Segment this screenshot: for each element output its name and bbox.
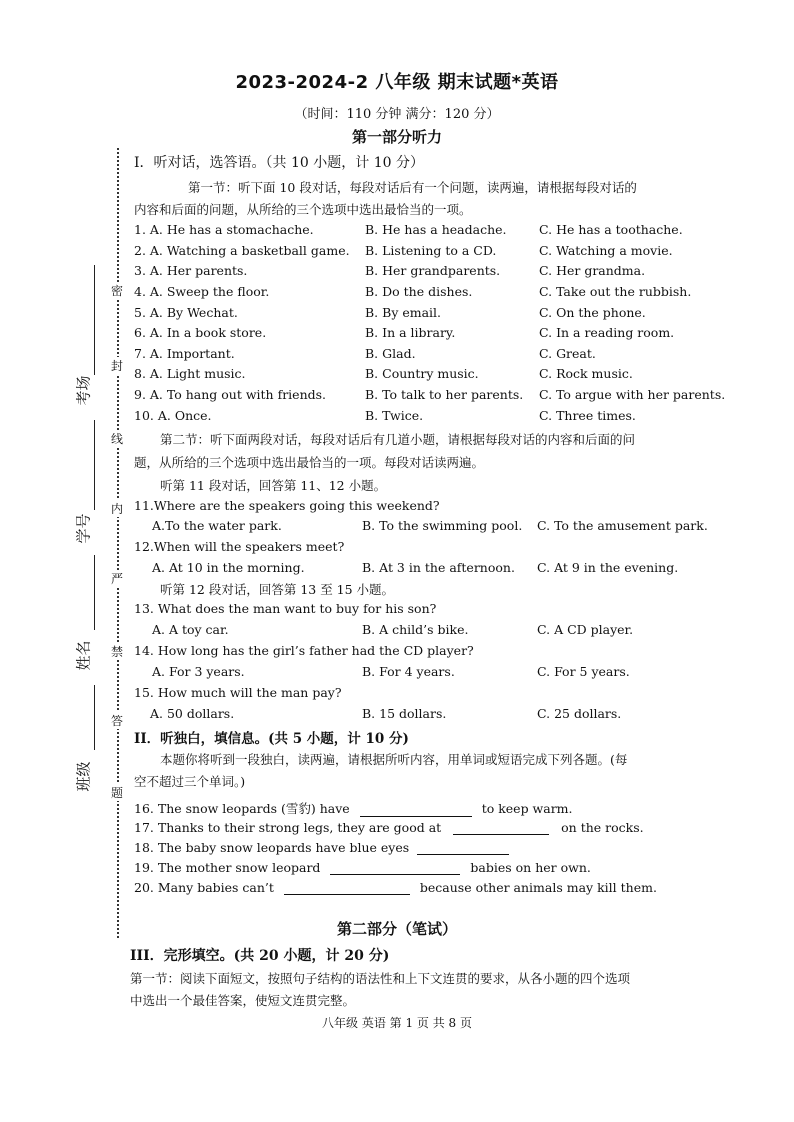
question-option-c: C. Watching a movie. <box>539 243 673 258</box>
question-option-a: 5. A. By Wechat. <box>134 305 238 320</box>
exam-title: 2023-2024-2 八年级 期末试题*英语 <box>235 72 559 93</box>
answer-blank[interactable] <box>284 881 410 895</box>
question-stem: 13. What does the man want to buy for his son? <box>134 601 437 616</box>
student-id-line <box>94 420 95 510</box>
question-option-a: A. 50 dollars. <box>150 706 235 721</box>
exam-room-line <box>94 265 95 375</box>
question-option-b: B. 15 dollars. <box>362 706 447 721</box>
question-option-a: 1. A. He has a stomachache. <box>134 222 314 237</box>
section1-instruction: 题，从所给的三个选项中选出最恰当的一项。每段对话读两遍。 <box>134 455 485 470</box>
dialogue-intro: 听第 11 段对话，回答第 11、12 小题。 <box>160 478 387 493</box>
fill-in-suffix: because other animals may kill them. <box>419 880 657 895</box>
page-footer: 八年级 英语 第 1 页 共 8 页 <box>322 1016 472 1030</box>
question-option-c: C. He has a toothache. <box>539 222 683 237</box>
seal-char: 严 <box>104 570 130 587</box>
fill-in-suffix: on the rocks. <box>561 820 644 835</box>
section2-instruction: 本题你将听到一段独白，读两遍，请根据所听内容，用单词或短语完成下列各题。(每 <box>160 752 628 767</box>
seal-char: 题 <box>104 784 130 801</box>
question-option-b: B. Twice. <box>365 408 424 423</box>
section1-instruction: 内容和后面的问题，从所给的三个选项中选出最恰当的一项。 <box>134 202 472 217</box>
class-label: 班级 <box>74 761 93 792</box>
question-option-b: B. To the swimming pool. <box>362 518 523 533</box>
question-option-b: B. Glad. <box>365 346 416 361</box>
seal-char: 内 <box>104 500 130 517</box>
question-option-b: B. Do the dishes. <box>365 284 473 299</box>
question-stem: 15. How much will the man pay? <box>134 685 342 700</box>
name-line <box>94 555 95 630</box>
fill-in-prefix: 20. Many babies can’t <box>134 880 274 895</box>
question-option-a: 4. A. Sweep the floor. <box>134 284 270 299</box>
answer-blank[interactable] <box>360 803 472 817</box>
question-option-a: A.To the water park. <box>152 518 282 533</box>
question-option-b: B. To talk to her parents. <box>365 387 524 402</box>
section3-instruction: 第一节：阅读下面短文，按照句子结构的语法性和上下文连贯的要求，从各小题的四个选项 <box>130 971 631 986</box>
question-option-a: 7. A. Important. <box>134 346 235 361</box>
question-option-b: B. At 3 in the afternoon. <box>362 560 515 575</box>
question-option-a: 2. A. Watching a basketball game. <box>134 243 350 258</box>
fill-in-item <box>134 860 591 875</box>
question-option-c: C. In a reading room. <box>539 325 675 340</box>
question-option-c: C. Take out the rubbish. <box>539 284 692 299</box>
question-stem: 12.When will the speakers meet? <box>134 539 345 554</box>
question-option-b: B. He has a headache. <box>365 222 507 237</box>
class-line <box>94 685 95 750</box>
question-option-b: B. Country music. <box>365 366 479 381</box>
seal-char: 答 <box>104 712 130 729</box>
question-option-c: C. Great. <box>539 346 596 361</box>
fill-in-prefix: 16. The snow leopards (雪豹) have <box>134 801 350 816</box>
section1-instruction: 第二节：听下面两段对话，每段对话后有几道小题，请根据每段对话的内容和后面的问 <box>160 432 636 447</box>
section3-heading: III．完形填空。(共 20 小题，计 20 分) <box>130 948 390 964</box>
fill-in-prefix: 17. Thanks to their strong legs, they are good at <box>134 820 442 835</box>
question-option-b: B. For 4 years. <box>362 664 455 679</box>
fill-in-suffix: to keep warm. <box>481 801 573 816</box>
question-option-c: C. To the amusement park. <box>537 518 708 533</box>
seal-char: 密 <box>104 282 130 299</box>
question-option-a: 9. A. To hang out with friends. <box>134 387 327 402</box>
seal-char: 封 <box>104 357 130 374</box>
question-option-a: 3. A. Her parents. <box>134 263 248 278</box>
question-option-a: A. For 3 years. <box>152 664 245 679</box>
question-option-a: 6. A. In a book store. <box>134 325 267 340</box>
question-option-b: B. A child’s bike. <box>362 622 469 637</box>
fill-in-item <box>134 840 513 855</box>
question-option-b: B. Her grandparents. <box>365 263 501 278</box>
section2-instruction: 空不超过三个单词。) <box>134 774 246 789</box>
answer-blank[interactable] <box>417 841 509 855</box>
fill-in-prefix: 19. The mother snow leopard <box>134 860 321 875</box>
question-option-c: C. On the phone. <box>539 305 646 320</box>
section3-instruction: 中选出一个最佳答案，使短文连贯完整。 <box>130 993 356 1008</box>
dialogue-intro: 听第 12 段对话，回答第 13 至 15 小题。 <box>160 582 395 597</box>
fill-in-suffix: babies on her own. <box>470 860 591 875</box>
question-option-a: 10. A. Once. <box>134 408 212 423</box>
question-option-c: C. A CD player. <box>537 622 634 637</box>
part2-title: 第二部分（笔试） <box>336 920 457 938</box>
section1-instruction: 第一节：听下面 10 段对话，每段对话后有一个问题，读两遍，请根据每段对话的 <box>188 180 637 195</box>
question-option-a: A. A toy car. <box>152 622 229 637</box>
exam-room-label: 考场 <box>74 375 93 406</box>
exam-subtitle: （时间：110 分钟 满分：120 分） <box>294 107 500 122</box>
binding-dotted-line <box>117 148 119 938</box>
seal-char: 线 <box>104 430 130 447</box>
part1-title: 第一部分听力 <box>351 128 442 146</box>
question-option-c: C. To argue with her parents. <box>539 387 726 402</box>
question-stem: 14. How long has the girl’s father had the CD player? <box>134 643 474 658</box>
fill-in-item <box>134 799 573 817</box>
question-option-c: C. Her grandma. <box>539 263 646 278</box>
question-option-c: C. Rock music. <box>539 366 633 381</box>
seal-char: 禁 <box>104 643 130 660</box>
question-stem: 11.Where are the speakers going this weekend? <box>134 498 440 513</box>
question-option-a: 8. A. Light music. <box>134 366 246 381</box>
name-label: 姓名 <box>74 640 93 671</box>
fill-in-prefix: 18. The baby snow leopards have blue eyes <box>134 840 410 855</box>
fill-in-item <box>134 880 657 895</box>
section2-heading: II．听独白，填信息。(共 5 小题，计 10 分) <box>134 731 409 747</box>
student-id-label: 学号 <box>74 513 93 544</box>
answer-blank[interactable] <box>453 821 549 835</box>
question-option-b: B. By email. <box>365 305 442 320</box>
section1-heading: I．听对话，选答语。（共 10 小题，计 10 分） <box>134 155 424 171</box>
question-option-c: C. Three times. <box>539 408 636 423</box>
question-option-b: B. In a library. <box>365 325 456 340</box>
answer-blank[interactable] <box>330 861 460 875</box>
fill-in-item <box>134 820 644 835</box>
question-option-b: B. Listening to a CD. <box>365 243 497 258</box>
question-option-c: C. At 9 in the evening. <box>537 560 679 575</box>
question-option-a: A. At 10 in the morning. <box>152 560 305 575</box>
question-option-c: C. 25 dollars. <box>537 706 622 721</box>
question-option-c: C. For 5 years. <box>537 664 630 679</box>
